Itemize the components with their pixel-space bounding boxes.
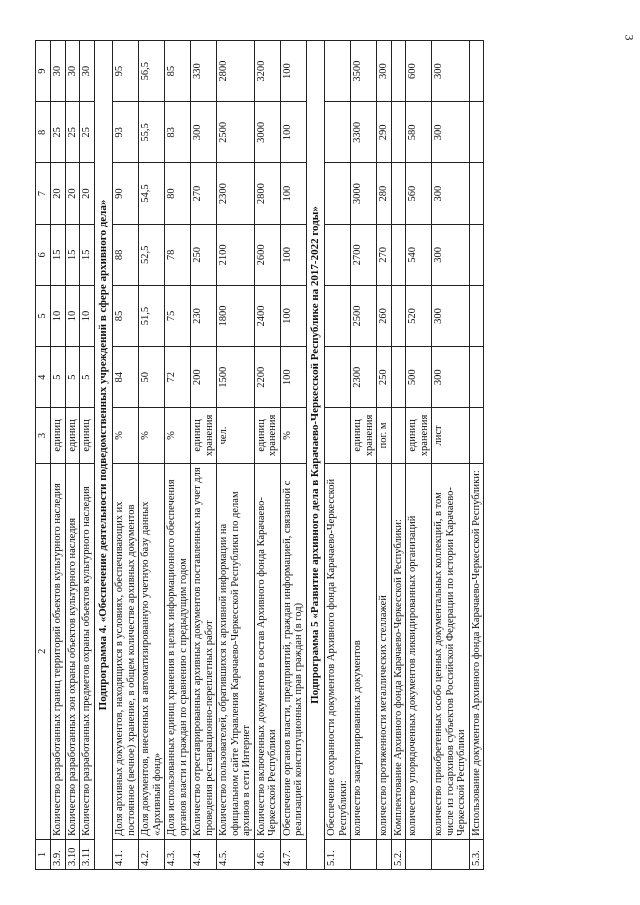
row-number: 4.6.: [254, 839, 280, 869]
row-value: 2500: [351, 285, 377, 346]
row-indicator: Обеспечение органов власти, предприятий, граждан информацией, связанной с реализацией конституционных прав граждан (в год): [280, 463, 306, 839]
column-number: 4: [36, 347, 51, 408]
row-value: 270: [191, 163, 217, 224]
row-value: 2800: [254, 163, 280, 224]
row-value: [391, 224, 406, 285]
table-row: [391, 41, 406, 870]
row-value: [469, 347, 484, 408]
row-unit: %: [113, 408, 139, 463]
row-value: 25: [80, 102, 95, 163]
row-number: 4.2.: [139, 839, 165, 869]
row-value: 2100: [217, 224, 255, 285]
row-value: 95: [113, 41, 139, 102]
row-unit: %: [280, 408, 306, 463]
row-value: 100: [280, 41, 306, 102]
row-unit: лист: [432, 408, 470, 463]
table-row: [51, 41, 66, 870]
row-value: 84: [113, 347, 139, 408]
row-value: 88: [113, 224, 139, 285]
row-value: 83: [165, 102, 191, 163]
row-value: 25: [65, 102, 80, 163]
row-indicator: Использование документов Архивного фонда Карачаево-Черкесской Республики:: [469, 463, 484, 839]
row-value: [469, 102, 484, 163]
row-value: 55,5: [139, 102, 165, 163]
row-indicator: Количество пользователей, обратившихся к архивной информации на официальном сайте Управления Карачаево-Черкесской Республики по делам архивов в сети Интернет: [217, 463, 255, 839]
row-value: 290: [377, 102, 392, 163]
row-value: 3200: [254, 41, 280, 102]
row-value: 30: [80, 41, 95, 102]
table-row: [139, 41, 165, 870]
table-row: [191, 41, 217, 870]
row-value: [325, 285, 351, 346]
row-value: [325, 102, 351, 163]
row-unit: единиц: [51, 408, 66, 463]
row-value: 100: [280, 163, 306, 224]
table-row: [254, 41, 280, 870]
row-value: 1800: [217, 285, 255, 346]
indicators-table: [35, 40, 484, 870]
row-indicator: Количество разработанных границ территорий объектов культурного наследия: [51, 463, 66, 839]
row-value: 230: [191, 285, 217, 346]
table-row: [65, 41, 80, 870]
row-number: 3.11: [80, 839, 95, 869]
row-value: 54,5: [139, 163, 165, 224]
row-value: 540: [406, 224, 432, 285]
row-number: [432, 839, 470, 869]
row-indicator: Количество включенных документов в состав Архивного фонда Карачаево-Черкесской Республики: [254, 463, 280, 839]
row-value: 2300: [351, 347, 377, 408]
row-indicator: Доля архивных документов, находящихся в условиях, обеспечивающих их постоянное (вечное) хранение, в общем количестве архивных документов: [113, 463, 139, 839]
row-unit: пог. м: [377, 408, 392, 463]
column-number: 9: [36, 41, 51, 102]
row-value: 30: [51, 41, 66, 102]
row-value: 75: [165, 285, 191, 346]
row-number: 4.3.: [165, 839, 191, 869]
row-value: 3300: [351, 102, 377, 163]
row-value: 2800: [217, 41, 255, 102]
row-unit: единиц хранения: [351, 408, 377, 463]
row-value: 10: [65, 285, 80, 346]
table-row: [217, 41, 255, 870]
row-number: [351, 839, 377, 869]
row-value: 5: [80, 347, 95, 408]
row-indicator: Количество разработанных предметов охраны объектов культурного наследия: [80, 463, 95, 839]
column-number: 2: [36, 463, 51, 839]
column-number: 6: [36, 224, 51, 285]
row-number: 3.10: [65, 839, 80, 869]
row-value: 2300: [217, 163, 255, 224]
row-indicator: количество протяженности металлических стеллажей: [377, 463, 392, 839]
table-row: [165, 41, 191, 870]
row-value: 330: [191, 41, 217, 102]
row-value: 85: [165, 41, 191, 102]
row-number: 5.2.: [391, 839, 406, 869]
row-value: [325, 163, 351, 224]
column-number: 5: [36, 285, 51, 346]
row-value: 90: [113, 163, 139, 224]
row-value: 5: [51, 347, 66, 408]
row-value: 3000: [351, 163, 377, 224]
column-numbers-row: [36, 41, 51, 870]
row-value: 100: [280, 224, 306, 285]
row-value: 2400: [254, 285, 280, 346]
row-value: 520: [406, 285, 432, 346]
row-value: 300: [432, 102, 470, 163]
section-title: Подпрограмма 4. «Обеспечение деятельности подведомственных учреждений в сфере архивного дела»: [94, 41, 113, 870]
row-indicator: количество упорядоченных документов ликвидированных организаций: [406, 463, 432, 839]
row-value: [391, 163, 406, 224]
row-value: 200: [191, 347, 217, 408]
row-indicator: Комплектование Архивного фонда Карачаево-Черкесской Республики:: [391, 463, 406, 839]
row-number: 4.5.: [217, 839, 255, 869]
row-value: 560: [406, 163, 432, 224]
table-row: [469, 41, 484, 870]
table-row: [325, 41, 351, 870]
row-value: 100: [280, 347, 306, 408]
row-value: 93: [113, 102, 139, 163]
row-unit: %: [165, 408, 191, 463]
section-header-row: [306, 41, 325, 870]
row-number: 5.3.: [469, 839, 484, 869]
row-value: 100: [280, 285, 306, 346]
row-unit: единиц хранения: [191, 408, 217, 463]
section-header-row: [94, 41, 113, 870]
row-value: 56,5: [139, 41, 165, 102]
column-number: 7: [36, 163, 51, 224]
row-unit: [469, 408, 484, 463]
row-indicator: Количество разработанных зон охраны объектов культурного наследия: [65, 463, 80, 839]
row-value: 300: [432, 163, 470, 224]
row-number: 3.9.: [51, 839, 66, 869]
row-unit: чел.: [217, 408, 255, 463]
row-value: [391, 347, 406, 408]
row-number: 4.4.: [191, 839, 217, 869]
row-number: [406, 839, 432, 869]
row-value: 85: [113, 285, 139, 346]
row-number: 4.1.: [113, 839, 139, 869]
row-indicator: Обеспечение сохранности документов Архивного фонда Карачаево-Черкесской Республики:: [325, 463, 351, 839]
row-value: 51,5: [139, 285, 165, 346]
column-number: 3: [36, 408, 51, 463]
row-value: 15: [51, 224, 66, 285]
row-value: 300: [432, 41, 470, 102]
row-value: 3500: [351, 41, 377, 102]
row-value: 30: [65, 41, 80, 102]
row-value: 2200: [254, 347, 280, 408]
row-value: 270: [377, 224, 392, 285]
row-number: [377, 839, 392, 869]
row-value: [391, 102, 406, 163]
row-value: 10: [80, 285, 95, 346]
row-value: 300: [432, 285, 470, 346]
table-row: [377, 41, 392, 870]
row-value: 72: [165, 347, 191, 408]
row-unit: единиц: [80, 408, 95, 463]
row-value: 20: [51, 163, 66, 224]
row-indicator: Количество отреставрированных архивных документов поставленных на учет для проведения реставрационно-переплетных работ: [191, 463, 217, 839]
row-value: 2600: [254, 224, 280, 285]
row-value: 20: [65, 163, 80, 224]
table-row: [280, 41, 306, 870]
table-row: [113, 41, 139, 870]
row-value: 5: [65, 347, 80, 408]
row-value: 25: [51, 102, 66, 163]
row-value: [469, 224, 484, 285]
page-number: 3: [622, 34, 637, 41]
rotated-content: [35, 40, 605, 870]
row-unit: единиц: [65, 408, 80, 463]
row-value: 3000: [254, 102, 280, 163]
row-unit: [325, 408, 351, 463]
row-indicator: Доля использованных единиц хранения в целях информационного обеспечения органов власти и граждан по сравнению с предыдущим годом: [165, 463, 191, 839]
row-value: 300: [377, 41, 392, 102]
row-value: 250: [377, 347, 392, 408]
row-value: 2500: [217, 102, 255, 163]
row-indicator: количество приобретенных особо ценных документальных коллекций, в том числе из госархивов субъектов Российской Федерации по истории Карачаево-Черкесской Республики: [432, 463, 470, 839]
column-number: 8: [36, 102, 51, 163]
row-number: 4.7.: [280, 839, 306, 869]
table-row: [406, 41, 432, 870]
row-value: [469, 163, 484, 224]
row-value: 20: [80, 163, 95, 224]
table-row: [80, 41, 95, 870]
row-indicator: количество закартонированных документов: [351, 463, 377, 839]
row-value: 300: [191, 102, 217, 163]
row-unit: единиц хранения: [254, 408, 280, 463]
row-value: [469, 285, 484, 346]
row-value: [325, 347, 351, 408]
row-value: 500: [406, 347, 432, 408]
row-value: 50: [139, 347, 165, 408]
table-row: [351, 41, 377, 870]
row-value: 580: [406, 102, 432, 163]
row-value: 80: [165, 163, 191, 224]
row-value: 600: [406, 41, 432, 102]
row-value: 280: [377, 163, 392, 224]
row-unit: единиц хранения: [406, 408, 432, 463]
row-value: 260: [377, 285, 392, 346]
row-value: 1500: [217, 347, 255, 408]
section-title: Подпрограмма 5 «Развитие архивного дела в Карачаево-Черкесской Республике на 2017-2022 годы»: [306, 41, 325, 870]
row-value: 250: [191, 224, 217, 285]
row-unit: %: [139, 408, 165, 463]
row-number: 5.1.: [325, 839, 351, 869]
row-value: 78: [165, 224, 191, 285]
row-indicator: Доля документов, внесенных в автоматизированную учетную базу данных «Архивный фонд»: [139, 463, 165, 839]
row-value: [391, 285, 406, 346]
row-value: [325, 41, 351, 102]
row-unit: [391, 408, 406, 463]
column-number: 1: [36, 839, 51, 869]
table-row: [432, 41, 470, 870]
row-value: 15: [65, 224, 80, 285]
row-value: [469, 41, 484, 102]
row-value: 2700: [351, 224, 377, 285]
row-value: 300: [432, 347, 470, 408]
row-value: 300: [432, 224, 470, 285]
row-value: [325, 224, 351, 285]
table-body: [36, 41, 484, 870]
row-value: 15: [80, 224, 95, 285]
row-value: 10: [51, 285, 66, 346]
row-value: 100: [280, 102, 306, 163]
row-value: [391, 41, 406, 102]
row-value: 52,5: [139, 224, 165, 285]
